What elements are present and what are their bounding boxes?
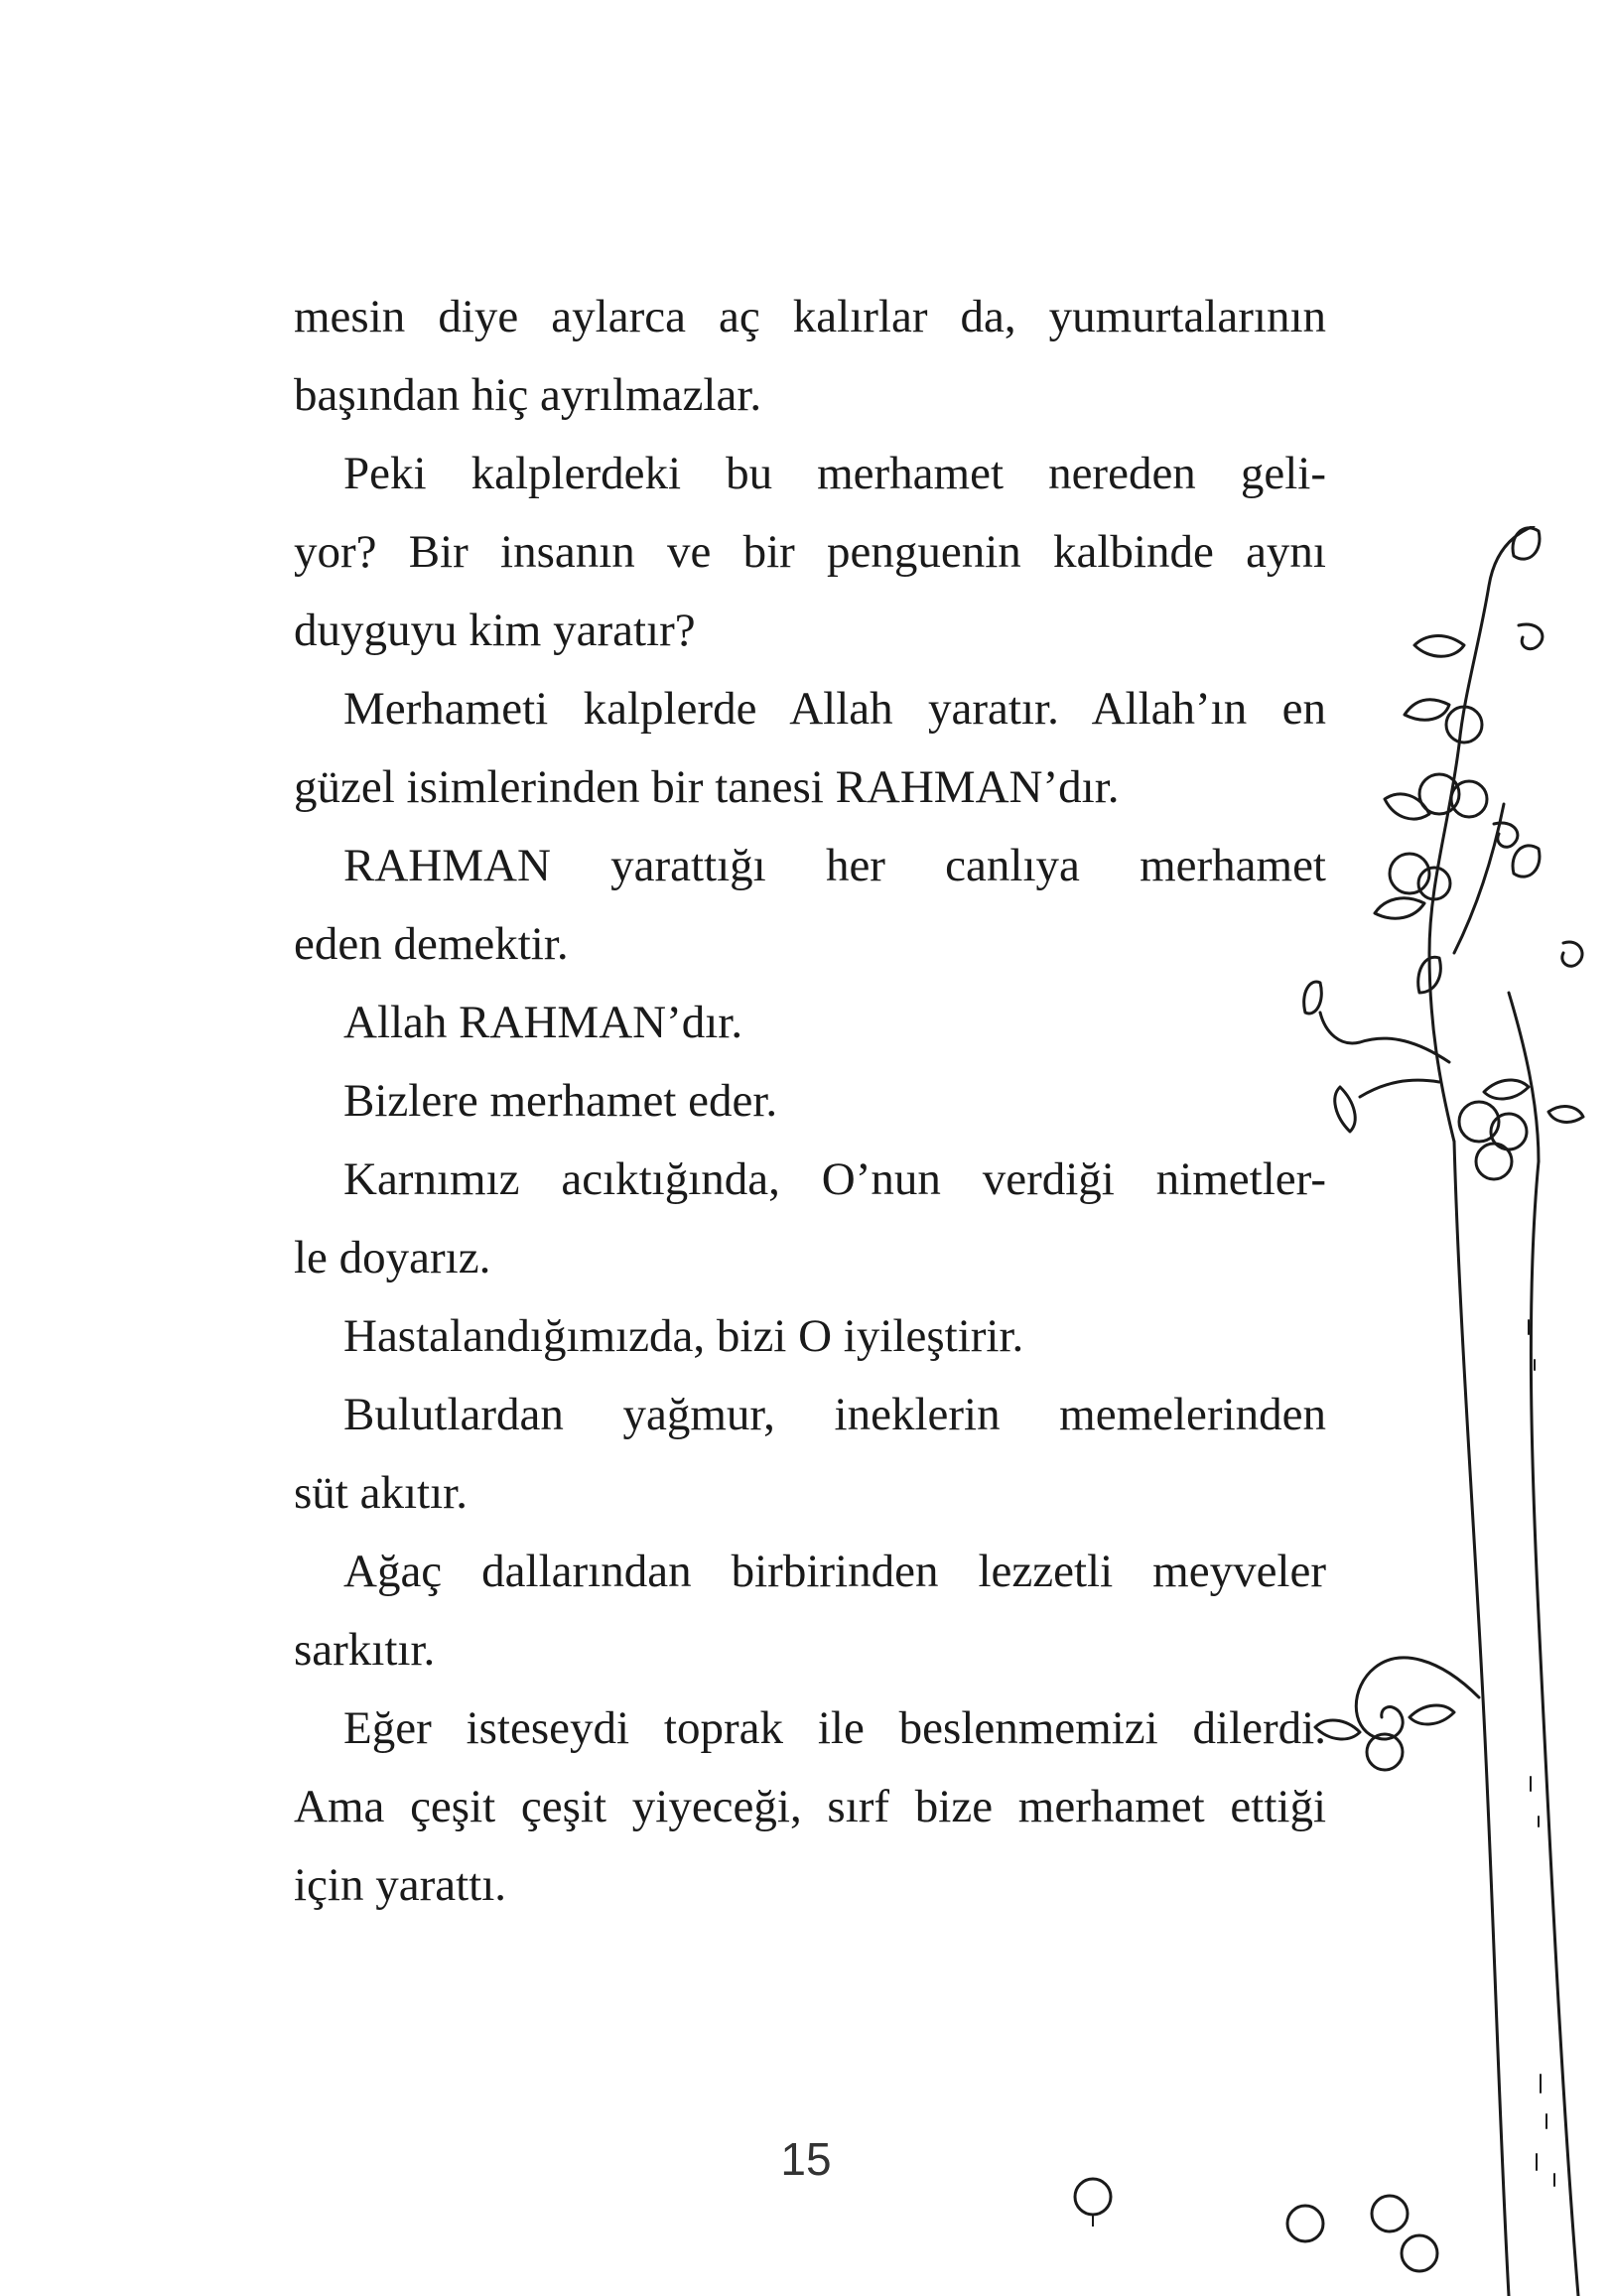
text-line: sarkıtır.	[294, 1624, 436, 1676]
text-line: Allah RAHMAN’dır.	[343, 997, 743, 1048]
text-line: güzel isimlerinden bir tanesi RAHMAN’dır.	[294, 761, 1120, 813]
text-line: eden demektir.	[294, 918, 569, 970]
page-number: 15	[780, 2133, 832, 2185]
text-line: yor? Bir insanın ve bir penguenin kalbinde aynı	[294, 526, 1326, 578]
body-text	[294, 278, 1326, 1925]
text-line: duyguyu kim yaratır?	[294, 605, 696, 656]
text-line: Bizlere merhamet eder.	[343, 1075, 778, 1127]
text-line: Hastalandığımızda, bizi O iyileştirir.	[343, 1310, 1024, 1362]
text-line: RAHMAN yarattığı her canlıya merhamet	[343, 840, 1326, 891]
text-line: Eğer isteseydi toprak ile beslenmemizi dilerdi.	[343, 1702, 1326, 1754]
text-line: Ama çeşit çeşit yiyeceği, sırf bize merhamet ettiği	[294, 1781, 1326, 1832]
text-line: Bulutlardan yağmur, ineklerin memelerinden	[343, 1389, 1326, 1440]
text-line: için yarattı.	[294, 1859, 507, 1911]
text-line: mesin diye aylarca aç kalırlar da, yumurtalarının	[294, 291, 1326, 342]
fallen-fruit-icon	[1068, 2172, 1118, 2231]
text-line: le doyarız.	[294, 1232, 491, 1283]
text-line: başından hiç ayrılmazlar.	[294, 369, 762, 421]
text-line: Peki kalplerdeki bu merhamet nereden geli-	[343, 448, 1326, 499]
fruit-tree-illustration-icon	[1211, 526, 1612, 2296]
text-line: süt akıtır.	[294, 1467, 468, 1519]
text-line: Merhameti kalplerde Allah yaratır. Allah’ın en	[343, 683, 1326, 735]
text-line: Karnımız acıktığında, O’nun verdiği nimetler-	[343, 1153, 1326, 1205]
text-line: Ağaç dallarından birbirinden lezzetli meyveler	[343, 1546, 1326, 1597]
